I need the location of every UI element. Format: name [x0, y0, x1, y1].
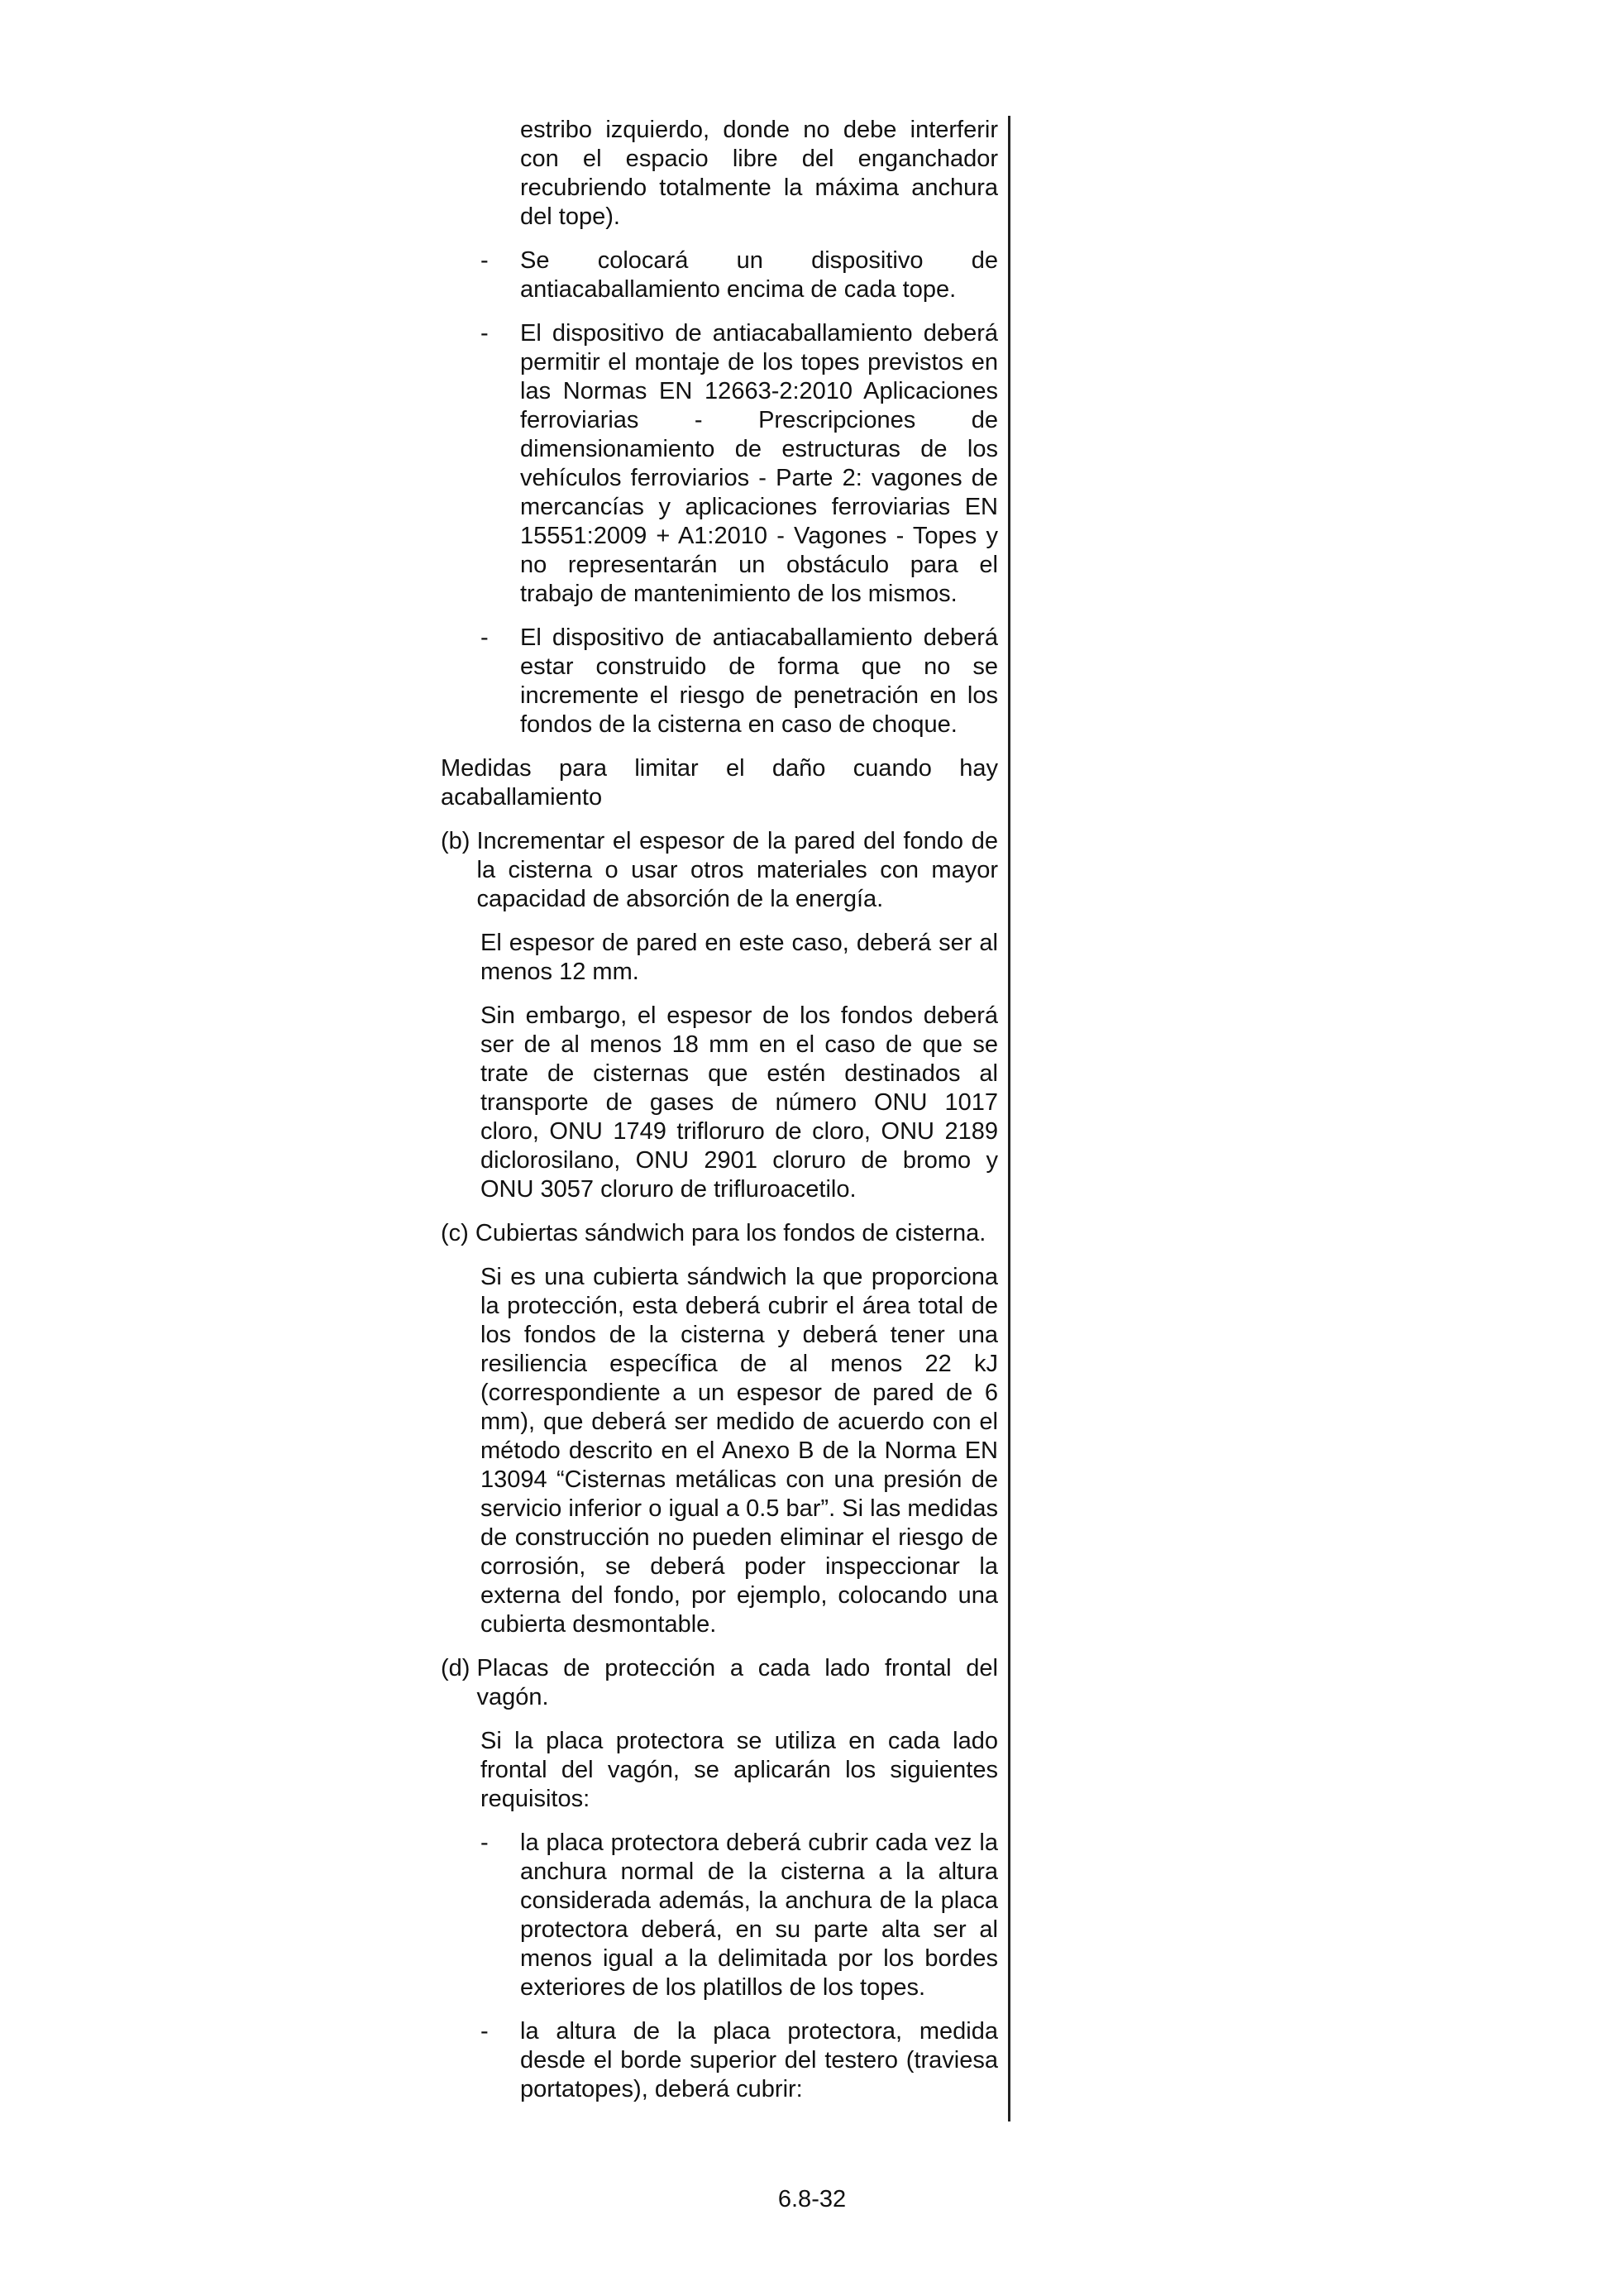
item-text: Placas de protección a cada lado frontal del vagón.: [476, 1655, 998, 1710]
dash-item: [441, 1829, 998, 2002]
dash-item: [441, 624, 998, 739]
item-text: Incrementar el espesor de la pared del fondo de la cisterna o usar otros materiales con mayor capacidad de absorción de la energía.: [476, 828, 998, 912]
paragraph: estribo izquierdo, donde no debe interferir con el espacio libre del enganchador recubriendo totalmente la máxima anchura del tope).: [520, 117, 998, 230]
dash-item: [441, 319, 998, 609]
paragraph: El espesor de pared en este caso, deberá ser al menos 12 mm.: [480, 930, 998, 985]
dash-item: [441, 2017, 998, 2104]
dash-marker: -: [480, 1830, 489, 1856]
change-bar: [1008, 116, 1010, 2121]
section-heading: Medidas para limitar el daño cuando hay acaballamiento: [441, 755, 998, 811]
paragraph: Sin embargo, el espesor de los fondos deberá ser de al menos 18 mm en el caso de que se trate de cisternas que estén destinados al transporte de gases de número ONU 1017 cloro, ONU 1749 trifloruro de cloro, ONU 2189 diclorosilano, ONU 2901 cloruro de bromo y ONU 3057 cloruro de trifluroacetilo.: [480, 1002, 998, 1203]
item-text: Cubiertas sándwich para los fondos de cisterna.: [475, 1220, 986, 1246]
dash-text: la placa protectora deberá cubrir cada vez la anchura normal de la cisterna a la altura considerada además, la anchura de la placa protectora deberá, en su parte alta ser al menos igual a la delimitada por los bordes exteriores de los platillos de los topes.: [520, 1830, 998, 2001]
dash-marker: -: [480, 624, 489, 651]
item-label: (c): [441, 1220, 475, 1246]
dash-marker: -: [480, 2018, 489, 2045]
dash-text: El dispositivo de antiacaballamiento deberá permitir el montaje de los topes previstos en las Normas EN 12663-2:2010 Aplicaciones ferroviarias - Prescripciones de dimensionamiento de estructuras de los vehículos ferroviarios - Parte 2: vagones de mercancías y aplicaciones ferroviarias EN 15551:2009 + A1:2010 - Vagones - Topes y no representarán un obstáculo para el trabajo de mantenimiento de los mismos.: [520, 320, 998, 607]
paragraph: Si es una cubierta sándwich la que proporciona la protección, esta deberá cubrir el área total de los fondos de la cisterna y deberá tener una resiliencia específica de al menos 22 kJ (correspondiente a un espesor de pared de 6 mm), que deberá ser medido de acuerdo con el método descrito en el Anexo B de la Norma EN 13094 “Cisternas metálicas con una presión de servicio inferior o igual a 0.5 bar”. Si las medidas de construcción no pueden eliminar el riesgo de corrosión, se deberá poder inspeccionar la externa del fondo, por ejemplo, colocando una cubierta desmontable.: [480, 1264, 998, 1638]
dash-item: [441, 246, 998, 304]
dash-text: la altura de la placa protectora, medida desde el borde superior del testero (traviesa portatopes), deberá cubrir:: [520, 2018, 998, 2102]
page-number: 6.8-32: [777, 2186, 847, 2212]
list-item-c: [441, 1219, 998, 1248]
dash-marker: -: [480, 320, 489, 347]
dash-text: El dispositivo de antiacaballamiento deberá estar construido de forma que no se incremente el riesgo de penetración en los fondos de la cisterna en caso de choque.: [520, 624, 998, 738]
dash-marker: -: [480, 247, 489, 274]
list-item-d: [441, 1654, 998, 1712]
dash-text: Se colocará un dispositivo de antiacaballamiento encima de cada tope.: [520, 247, 998, 303]
text-column: [441, 116, 998, 2119]
item-label: (b): [441, 828, 477, 854]
paragraph: Si la placa protectora se utiliza en cada lado frontal del vagón, se aplicarán los siguientes requisitos:: [480, 1728, 998, 1812]
item-label: (d): [441, 1655, 477, 1681]
list-item-b: [441, 827, 998, 914]
